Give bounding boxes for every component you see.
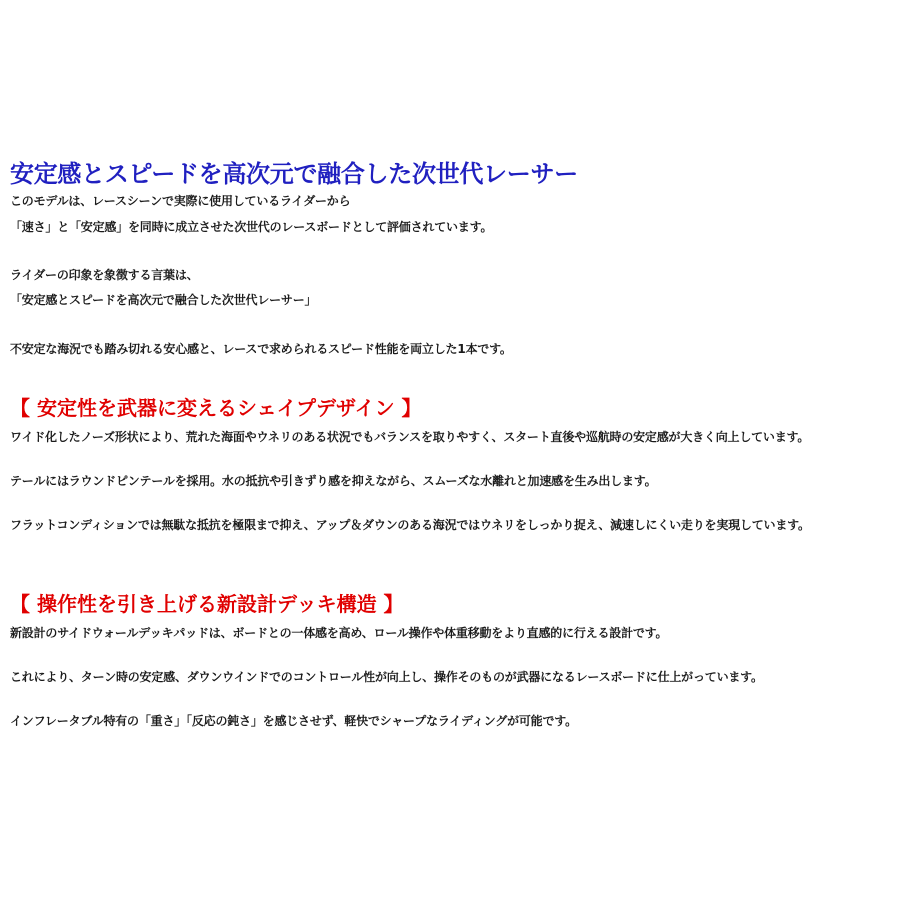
deck-line: インフレータブル特有の「重さ」「反応の鈍さ」を感じさせず、軽快でシャープなライディングが可能です。 [10, 714, 577, 728]
intro-line: このモデルは、レースシーンで実際に使用しているライダーから [10, 194, 351, 208]
section-heading-shape: 【 安定性を武器に変えるシェイプデザイン 】 [10, 396, 422, 420]
intro-line: ライダーの印象を象徴する言葉は、 [10, 268, 199, 282]
main-heading: 安定感とスピードを高次元で融合した次世代レーサー [10, 160, 578, 188]
shape-line: テールにはラウンドピンテールを採用。水の抵抗や引きずり感を抑えながら、スムーズな水離れと加速感を生み出します。 [10, 474, 657, 488]
intro-line: 不安定な海況でも踏み切れる安心感と、レースで求められるスピード性能を両立した1本です。 [10, 342, 512, 356]
intro-line: 「安定感とスピードを高次元で融合した次世代レーサー」 [10, 293, 317, 307]
intro-line: 「速さ」と「安定感」を同時に成立させた次世代のレースボードとして評価されています。 [10, 220, 493, 234]
deck-line: 新設計のサイドウォールデッキパッドは、ボードとの一体感を高め、ロール操作や体重移動をより直感的に行える設計です。 [10, 626, 668, 640]
shape-line: ワイド化したノーズ形状により、荒れた海面やウネリのある状況でもバランスを取りやすく、スタート直後や巡航時の安定感が大きく向上しています。 [10, 430, 810, 444]
section-heading-deck: 【 操作性を引き上げる新設計デッキ構造 】 [10, 592, 404, 616]
deck-line: これにより、ターン時の安定感、ダウンウインドでのコントロール性が向上し、操作そのものが武器になるレースボードに仕上がっています。 [10, 670, 763, 684]
shape-line: フラットコンディションでは無駄な抵抗を極限まで抑え、アップ＆ダウンのある海況ではウネリをしっかり捉え、減速しにくい走りを実現しています。 [10, 518, 810, 532]
